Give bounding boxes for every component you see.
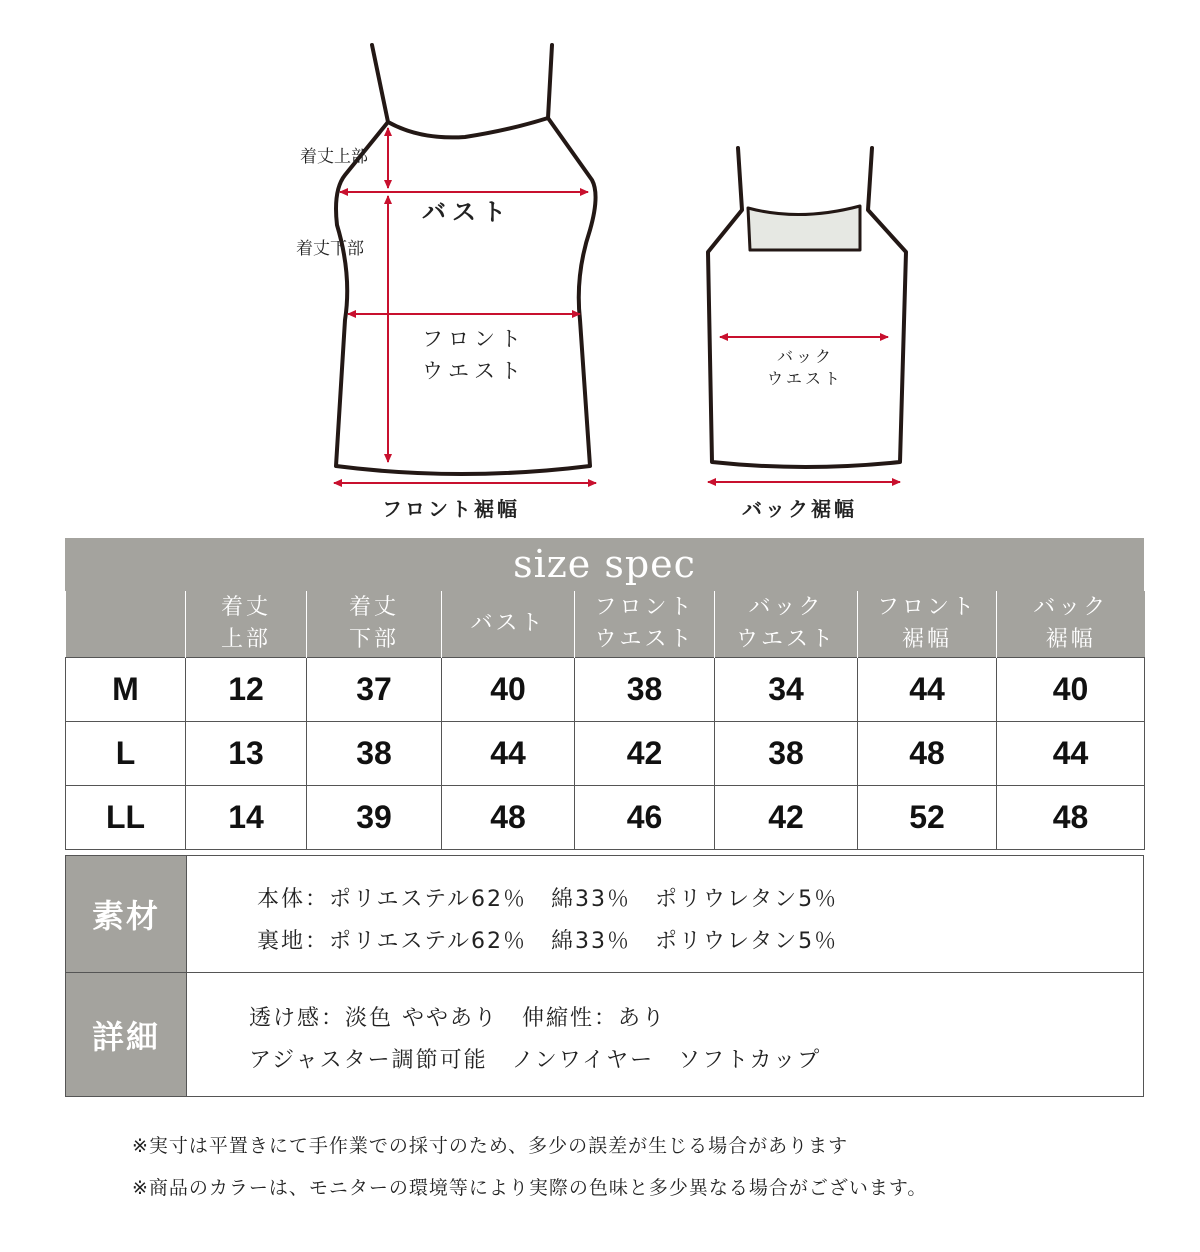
size-cell: L	[66, 722, 186, 786]
header-size	[66, 591, 186, 658]
table-cell: 14	[186, 786, 307, 850]
size-cell: M	[66, 658, 186, 722]
table-cell: 44	[997, 722, 1145, 786]
back-camisole-outline	[708, 148, 906, 467]
table-row	[66, 722, 1145, 786]
details-line: 透け感：淡色 ややあり 伸縮性：あり	[249, 1006, 666, 1031]
upper-length-label: 着丈上部	[300, 147, 368, 167]
material-label: 素材	[66, 856, 186, 972]
table-cell: 13	[186, 722, 307, 786]
front-hem-label: フロント裾幅	[382, 497, 520, 521]
table-cell: 38	[307, 722, 442, 786]
table-cell: 37	[307, 658, 442, 722]
details-section	[65, 972, 1144, 1097]
table-cell: 38	[575, 658, 715, 722]
header-lower-length: 着丈 下部	[307, 591, 442, 658]
table-cell: 48	[997, 786, 1145, 850]
table-cell: 34	[715, 658, 858, 722]
table-row	[66, 658, 1145, 722]
header-bust: バスト	[442, 591, 575, 658]
table-cell: 48	[858, 722, 997, 786]
table-cell: 44	[858, 658, 997, 722]
bust-label: バスト	[422, 198, 512, 226]
back-waist-label-line1: バック	[777, 347, 835, 366]
table-cell: 12	[186, 658, 307, 722]
table-header-row	[66, 591, 1145, 658]
details-body	[186, 973, 1143, 1096]
material-section	[65, 855, 1144, 973]
size-spec-table	[65, 591, 1145, 850]
front-waist-label-line2: ウエスト	[422, 359, 526, 383]
table-cell: 40	[997, 658, 1145, 722]
table-cell: 44	[442, 722, 575, 786]
garment-diagram	[0, 0, 1200, 535]
size-cell: LL	[66, 786, 186, 850]
material-body	[186, 856, 1143, 972]
front-camisole-outline	[336, 45, 596, 474]
material-line: 本体：ポリエステル62％ 綿33％ ポリウレタン5％	[257, 887, 839, 912]
size-spec-title: size spec	[65, 538, 1144, 591]
details-line: アジャスター調節可能 ノンワイヤー ソフトカップ	[249, 1048, 822, 1073]
table-cell: 39	[307, 786, 442, 850]
header-front-waist: フロント ウエスト	[575, 591, 715, 658]
table-cell: 42	[715, 786, 858, 850]
material-line: 裏地：ポリエステル62％ 綿33％ ポリウレタン5％	[257, 929, 839, 954]
header-back-waist: バック ウエスト	[715, 591, 858, 658]
note-color: ※商品のカラーは、モニターの環境等により実際の色味と多少異なる場合がございます。	[132, 1177, 928, 1199]
back-waist-label-line2: ウエスト	[767, 369, 844, 388]
table-cell: 48	[442, 786, 575, 850]
table-cell: 52	[858, 786, 997, 850]
header-back-hem: バック 裾幅	[997, 591, 1145, 658]
details-label: 詳細	[66, 973, 186, 1096]
table-row	[66, 786, 1145, 850]
table-cell: 38	[715, 722, 858, 786]
lower-length-label: 着丈下部	[296, 239, 364, 259]
table-cell: 40	[442, 658, 575, 722]
table-cell: 42	[575, 722, 715, 786]
header-front-hem: フロント 裾幅	[858, 591, 997, 658]
header-upper-length: 着丈 上部	[186, 591, 307, 658]
front-waist-label-line1: フロント	[422, 327, 526, 351]
table-cell: 46	[575, 786, 715, 850]
back-hem-label: バック裾幅	[742, 497, 857, 521]
note-measurement: ※実寸は平置きにて手作業での採寸のため、多少の誤差が生じる場合があります	[132, 1135, 849, 1157]
